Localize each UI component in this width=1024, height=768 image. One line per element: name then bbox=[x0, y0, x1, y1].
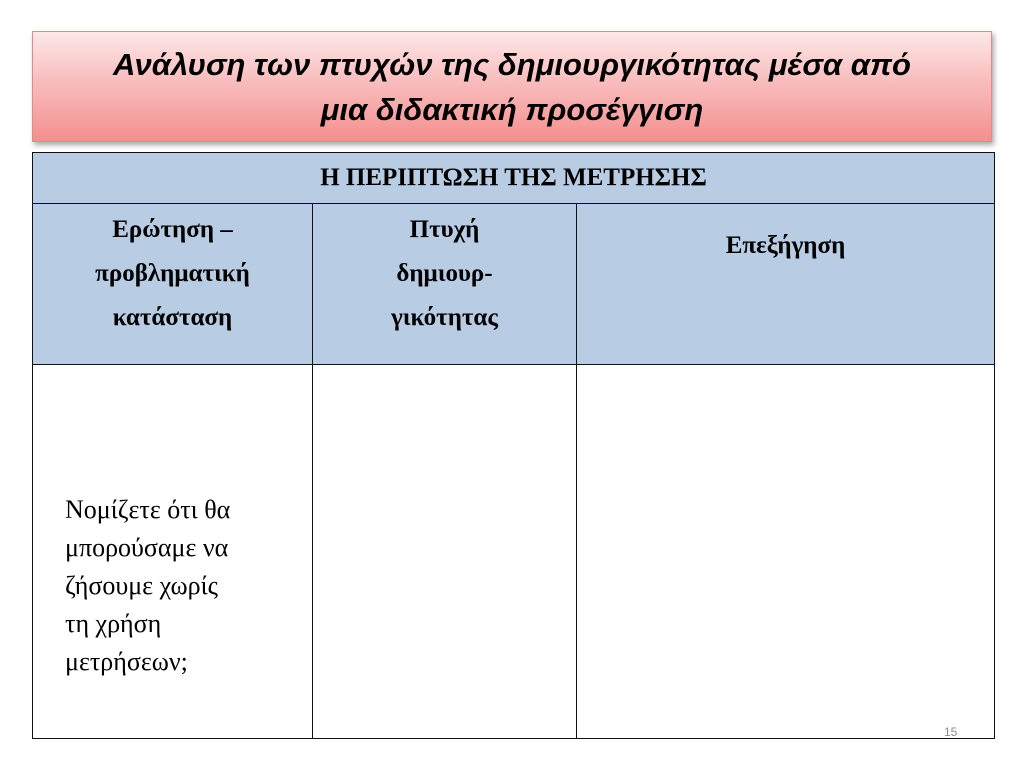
slide-title-line-1: Ανάλυση των πτυχών της δημιουργικότητας μέσα από bbox=[113, 46, 911, 82]
question-cell bbox=[33, 365, 313, 739]
question-line: Νομίζετε ότι θα bbox=[65, 495, 231, 524]
question-row bbox=[33, 365, 995, 739]
explanation-cell bbox=[577, 365, 995, 739]
question-line: μπορούσαμε να bbox=[65, 533, 229, 562]
header-aspect-line: δημιουρ- bbox=[396, 260, 493, 287]
case-title-cell: Η ΠΕΡΙΠΤΩΣΗ ΤΗΣ ΜΕΤΡΗΣΗΣ bbox=[33, 153, 995, 204]
header-question-line: κατάσταση bbox=[112, 304, 233, 331]
header-aspect bbox=[313, 204, 577, 365]
page-number: 15 bbox=[944, 725, 958, 739]
question-line: μετρήσεων; bbox=[65, 647, 188, 676]
measurement-table bbox=[32, 152, 995, 739]
header-question-line: προβληματική bbox=[95, 260, 250, 287]
aspect-cell bbox=[313, 365, 577, 739]
header-question bbox=[33, 204, 313, 365]
header-aspect-line: γικότητας bbox=[391, 304, 498, 331]
question-line: ζήσουμε χωρίς bbox=[65, 571, 218, 600]
header-aspect-line: Πτυχή bbox=[409, 216, 480, 243]
case-title-row bbox=[33, 153, 995, 204]
slide-title bbox=[32, 31, 992, 142]
slide-title-line-2: μια διδακτική προσέγγιση bbox=[320, 91, 704, 127]
header-question-line: Ερώτηση – bbox=[112, 216, 233, 243]
header-explanation-line: Επεξήγηση bbox=[725, 232, 846, 259]
header-row bbox=[33, 204, 995, 365]
question-line: τη χρήση bbox=[65, 609, 162, 638]
header-explanation bbox=[577, 204, 995, 365]
